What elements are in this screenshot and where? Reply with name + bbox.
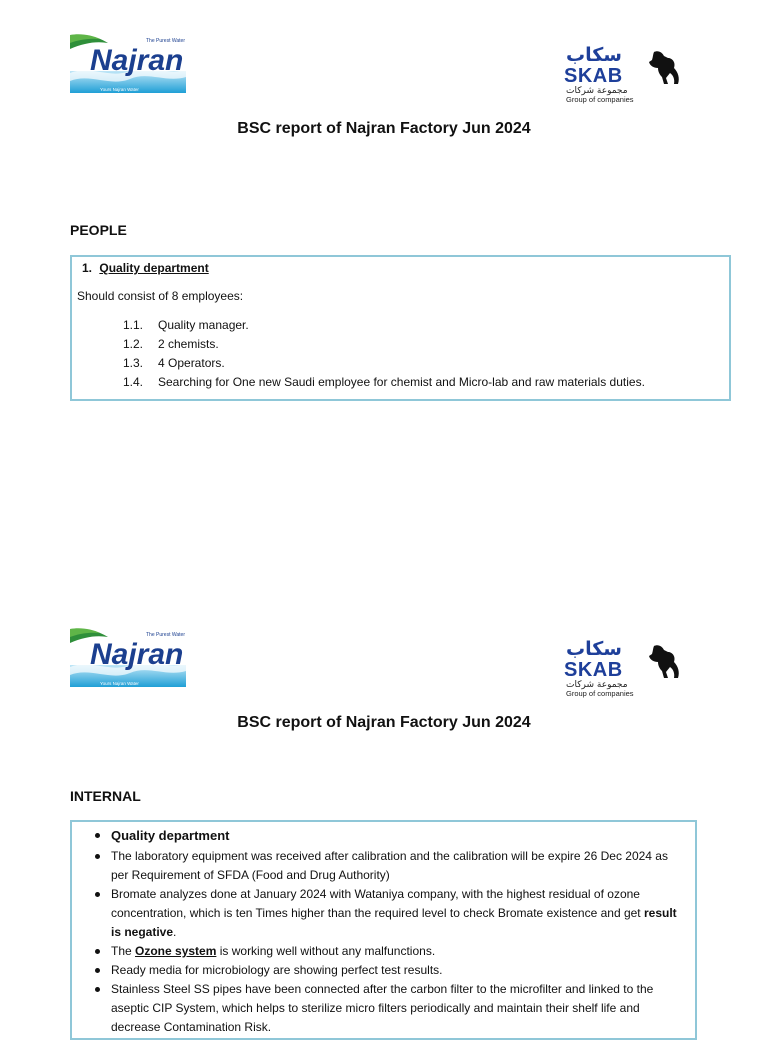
report-title: BSC report of Najran Factory Jun 2024: [237, 120, 531, 137]
skab-logo: [562, 44, 686, 106]
item-number: 1.1.: [123, 318, 144, 332]
najran-logo: [70, 627, 186, 687]
text-run: Bromate analyzes done at January 2024 with Wataniya company, with the highest residual of ozone concentration, which is ten Times higher than the required level to check Bromate existence and get: [111, 887, 644, 920]
text-run: is working well without any malfunctions.: [216, 944, 436, 958]
people-box: [70, 255, 731, 401]
skab-latin: SKAB: [564, 65, 623, 87]
horse-icon: [644, 48, 684, 88]
skab-english-sub: Group of companies: [566, 95, 634, 104]
consist-text: Should consist of 8 employees:: [77, 289, 244, 303]
text-run: .: [173, 925, 177, 939]
item-text: 4 Operators.: [158, 356, 225, 370]
report-title: BSC report of Najran Factory Jun 2024: [237, 714, 531, 731]
department-heading: [82, 261, 209, 275]
najran-logo: [70, 33, 186, 93]
item-text: Searching for One new Saudi employee for chemist and Micro-lab and raw materials duties.: [158, 375, 645, 389]
list-item: [123, 337, 645, 356]
text-run: The: [111, 944, 136, 958]
skab-arabic-sub: مجموعة شركات: [566, 86, 628, 96]
item-number: 1.2.: [123, 337, 144, 351]
item-number: 1.4.: [123, 375, 144, 389]
list-item: [72, 942, 695, 961]
list-item: [72, 885, 695, 942]
item-text: 2 chemists.: [158, 337, 219, 351]
list-item: [123, 318, 645, 337]
list-item: [123, 375, 645, 394]
skab-latin: SKAB: [564, 659, 623, 681]
list-item: Stainless Steel SS pipes have been connected after the carbon filter to the microfilter and linked to the aseptic CIP System, which helps to sterilize micro filters periodically and maintain their shelf life and decrease Contamination Risk.: [72, 980, 695, 1037]
section-heading-internal: INTERNAL: [70, 788, 141, 804]
page-2: [0, 594, 768, 1034]
list-item: Ready media for microbiology are showing perfect test results.: [72, 961, 695, 980]
skab-arabic: سكاب: [566, 44, 622, 66]
skab-arabic: سكاب: [566, 638, 622, 660]
najran-wordmark: Najran: [90, 44, 184, 77]
internal-box: [70, 820, 697, 1040]
item-text: Quality manager.: [158, 318, 249, 332]
internal-bullet-list: [72, 826, 695, 1037]
employee-list: [123, 318, 645, 394]
najran-wordmark: Najran: [90, 638, 184, 671]
list-item: [123, 356, 645, 375]
list-item: The laboratory equipment was received after calibration and the calibration will be expire 26 Dec 2024 as per Requirement of SFDA (Food and Drug Authority): [72, 847, 695, 885]
skab-logo: [562, 638, 686, 700]
department-label: Quality department: [99, 261, 209, 275]
najran-sub: Yours Najran Water: [100, 87, 139, 92]
bold-text: result is negative: [111, 906, 677, 939]
najran-tagline: The Purest Water: [146, 632, 185, 638]
list-item-heading: Quality department: [72, 826, 695, 845]
department-number: 1.: [82, 261, 93, 275]
najran-tagline: The Purest Water: [146, 38, 185, 44]
item-number: 1.3.: [123, 356, 144, 370]
underlined-text: Ozone system: [135, 944, 217, 958]
horse-icon: [644, 642, 684, 682]
skab-english-sub: Group of companies: [566, 689, 634, 698]
najran-sub: Yours Najran Water: [100, 681, 139, 686]
skab-arabic-sub: مجموعة شركات: [566, 680, 628, 690]
section-heading-people: PEOPLE: [70, 222, 127, 238]
